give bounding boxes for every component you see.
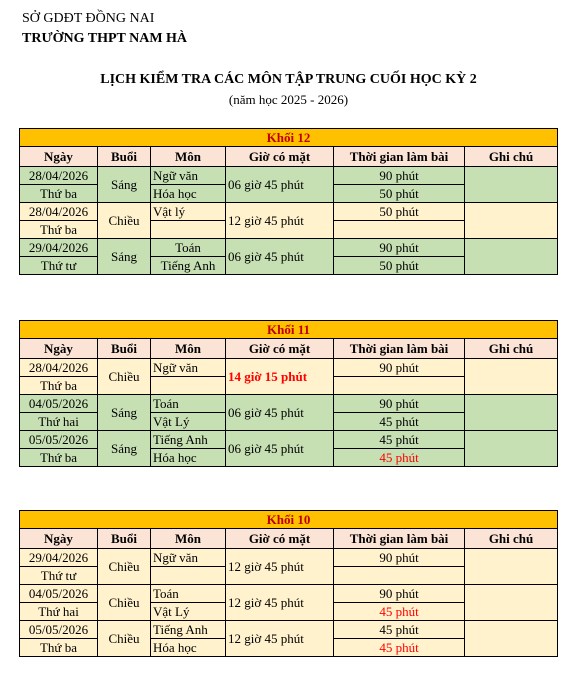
- session-cell: Sáng: [98, 167, 151, 203]
- grade-12-table: [19, 128, 558, 275]
- note-cell: [465, 395, 558, 431]
- date-cell: 29/04/2026: [20, 549, 98, 567]
- table-row: [20, 239, 558, 257]
- column-header: Môn: [151, 339, 226, 359]
- duration-cell: 45 phút: [334, 621, 465, 639]
- table-row: [20, 549, 558, 567]
- duration-cell: 90 phút: [334, 239, 465, 257]
- note-cell: [465, 431, 558, 467]
- session-cell: Chiều: [98, 549, 151, 585]
- grade-band: Khối 12: [20, 129, 558, 147]
- duration-cell: 45 phút: [334, 639, 465, 657]
- date-cell: 29/04/2026: [20, 239, 98, 257]
- table-row: [20, 359, 558, 377]
- duration-cell: [334, 221, 465, 239]
- table-row: [20, 431, 558, 449]
- duration-cell: 50 phút: [334, 257, 465, 275]
- subject-cell: Hóa học: [151, 185, 226, 203]
- subject-cell: Hóa học: [151, 639, 226, 657]
- note-cell: [465, 239, 558, 275]
- date-cell: 28/04/2026: [20, 359, 98, 377]
- date-cell: 28/04/2026: [20, 167, 98, 185]
- session-cell: Sáng: [98, 431, 151, 467]
- weekday-cell: Thứ hai: [20, 603, 98, 621]
- session-cell: Chiều: [98, 621, 151, 657]
- table-row: [20, 585, 558, 603]
- table-row: [20, 395, 558, 413]
- arrival-time-cell: 14 giờ 15 phút: [226, 359, 334, 395]
- note-cell: [465, 585, 558, 621]
- session-cell: Sáng: [98, 395, 151, 431]
- subject-cell: Tiếng Anh: [151, 257, 226, 275]
- grade-10-table: [19, 510, 558, 657]
- date-cell: 05/05/2026: [20, 621, 98, 639]
- date-cell: 04/05/2026: [20, 585, 98, 603]
- table-row: [20, 167, 558, 185]
- subject-cell: Vật lý: [151, 203, 226, 221]
- duration-cell: 45 phút: [334, 603, 465, 621]
- weekday-cell: Thứ hai: [20, 413, 98, 431]
- note-cell: [465, 167, 558, 203]
- weekday-cell: Thứ tư: [20, 567, 98, 585]
- duration-cell: 90 phút: [334, 359, 465, 377]
- column-header: Ghi chú: [465, 339, 558, 359]
- weekday-cell: Thứ ba: [20, 377, 98, 395]
- document-subtitle: (năm học 2025 - 2026): [228, 92, 349, 107]
- column-header: Buổi: [98, 529, 151, 549]
- weekday-cell: Thứ ba: [20, 185, 98, 203]
- column-header: Môn: [151, 147, 226, 167]
- session-cell: Chiều: [98, 359, 151, 395]
- date-cell: 04/05/2026: [20, 395, 98, 413]
- duration-cell: 90 phút: [334, 585, 465, 603]
- note-cell: [465, 359, 558, 395]
- subject-cell: Tiếng Anh: [151, 431, 226, 449]
- column-header: Giờ có mặt: [226, 529, 334, 549]
- duration-cell: 90 phút: [334, 167, 465, 185]
- duration-cell: 50 phút: [334, 185, 465, 203]
- subject-cell: Hóa học: [151, 449, 226, 467]
- column-header: Thời gian làm bài: [334, 147, 465, 167]
- arrival-time-cell: 12 giờ 45 phút: [226, 621, 334, 657]
- arrival-time-cell: 06 giờ 45 phút: [226, 395, 334, 431]
- arrival-time-cell: 12 giờ 45 phút: [226, 585, 334, 621]
- column-header: Ngày: [20, 529, 98, 549]
- weekday-cell: Thứ ba: [20, 449, 98, 467]
- subject-cell: [151, 221, 226, 239]
- duration-cell: [334, 377, 465, 395]
- document-title: LỊCH KIỂM TRA CÁC MÔN TẬP TRUNG CUỐI HỌC KỲ 2: [100, 72, 477, 87]
- column-header: Buổi: [98, 339, 151, 359]
- date-cell: 28/04/2026: [20, 203, 98, 221]
- session-cell: Sáng: [98, 239, 151, 275]
- column-header: Ghi chú: [465, 529, 558, 549]
- column-header: Ghi chú: [465, 147, 558, 167]
- grade-band: Khối 10: [20, 511, 558, 529]
- table-row: [20, 203, 558, 221]
- column-header: Môn: [151, 529, 226, 549]
- duration-cell: 50 phút: [334, 203, 465, 221]
- subject-cell: Toán: [151, 395, 226, 413]
- duration-cell: 90 phút: [334, 549, 465, 567]
- subject-cell: Vật Lý: [151, 603, 226, 621]
- note-cell: [465, 203, 558, 239]
- grade-11-table: [19, 320, 558, 467]
- arrival-time-cell: 06 giờ 45 phút: [226, 431, 334, 467]
- duration-cell: [334, 567, 465, 585]
- subject-cell: Ngữ văn: [151, 549, 226, 567]
- duration-cell: 45 phút: [334, 413, 465, 431]
- column-header: Thời gian làm bài: [334, 529, 465, 549]
- session-cell: Chiều: [98, 585, 151, 621]
- column-header: Ngày: [20, 339, 98, 359]
- subject-cell: Ngữ văn: [151, 359, 226, 377]
- duration-cell: 45 phút: [334, 449, 465, 467]
- column-header: Giờ có mặt: [226, 339, 334, 359]
- subject-cell: Ngữ văn: [151, 167, 226, 185]
- duration-cell: 90 phút: [334, 395, 465, 413]
- department-name: SỞ GDĐT ĐỒNG NAI: [22, 11, 155, 26]
- subject-cell: Vật Lý: [151, 413, 226, 431]
- school-name: TRƯỜNG THPT NAM HÀ: [22, 31, 188, 46]
- table-row: [20, 621, 558, 639]
- subject-cell: Tiếng Anh: [151, 621, 226, 639]
- weekday-cell: Thứ ba: [20, 221, 98, 239]
- grade-band: Khối 11: [20, 321, 558, 339]
- weekday-cell: Thứ tư: [20, 257, 98, 275]
- note-cell: [465, 621, 558, 657]
- column-header: Ngày: [20, 147, 98, 167]
- duration-cell: 45 phút: [334, 431, 465, 449]
- column-header: Thời gian làm bài: [334, 339, 465, 359]
- arrival-time-cell: 06 giờ 45 phút: [226, 167, 334, 203]
- note-cell: [465, 549, 558, 585]
- date-cell: 05/05/2026: [20, 431, 98, 449]
- session-cell: Chiều: [98, 203, 151, 239]
- arrival-time-cell: 06 giờ 45 phút: [226, 239, 334, 275]
- column-header: Giờ có mặt: [226, 147, 334, 167]
- subject-cell: Toán: [151, 239, 226, 257]
- column-header: Buổi: [98, 147, 151, 167]
- subject-cell: [151, 567, 226, 585]
- arrival-time-cell: 12 giờ 45 phút: [226, 203, 334, 239]
- subject-cell: Toán: [151, 585, 226, 603]
- weekday-cell: Thứ ba: [20, 639, 98, 657]
- arrival-time-cell: 12 giờ 45 phút: [226, 549, 334, 585]
- subject-cell: [151, 377, 226, 395]
